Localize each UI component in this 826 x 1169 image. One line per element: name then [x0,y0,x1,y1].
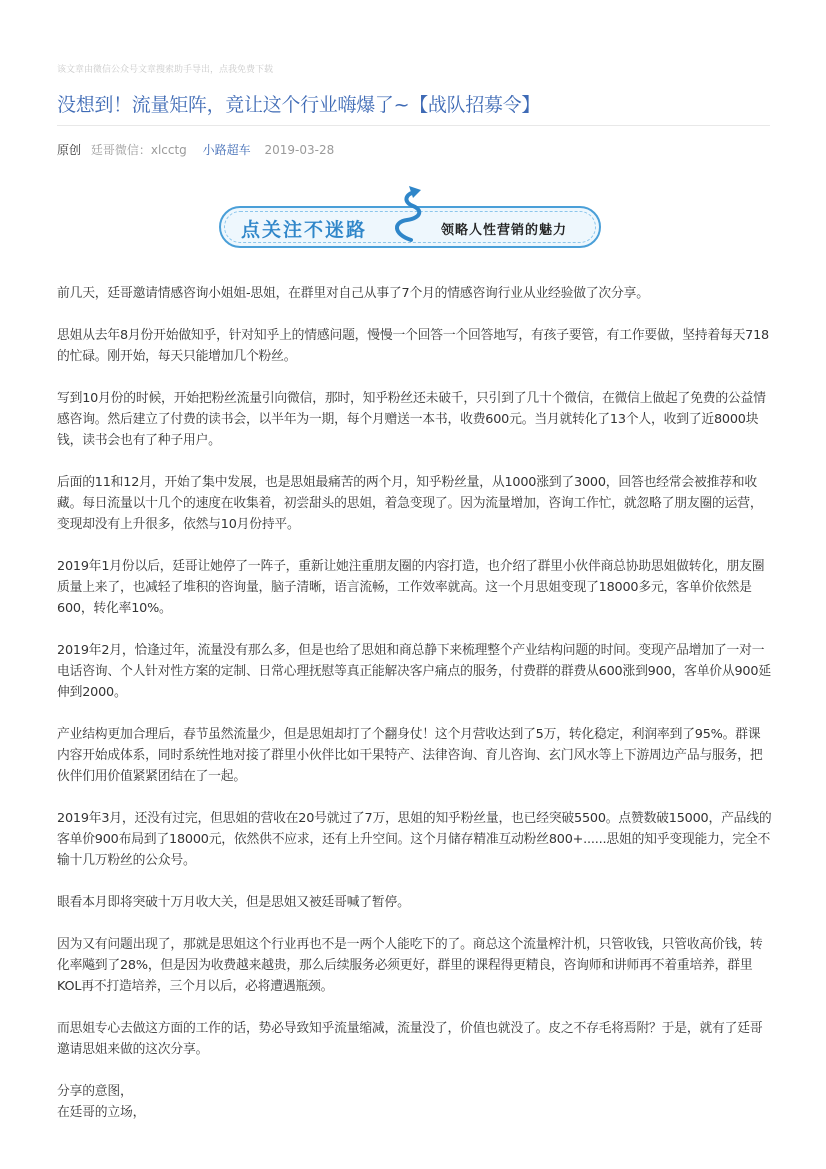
article-body [57,283,773,1123]
export-watermark-link[interactable]: 该文章由微信公众号文章搜索助手导出，点我免费下载 [57,65,274,75]
body-paragraph: 思姐从去年8月份开始做知乎，针对知乎上的情感问题，慢慢一个回答一个回答地写，有孩子要管，有工作要做，坚持着每天718的忙碌。刚开始，每天只能增加几个粉丝。 [57,328,769,364]
body-paragraph: 2019年2月，恰逢过年，流量没有那么多，但是也给了思姐和商总静下来梳理整个产业结构问题的时间。变现产品增加了一对一电话咨询、个人针对性方案的定制、日常心理抚慰等真正能解决客户痛点的服务，付费群的群费从600涨到900，客单价从900延伸到2000。 [57,643,771,700]
author-label: 廷哥微信：xlcctg [90,143,187,157]
follow-banner [219,182,603,252]
account-link[interactable]: 小路超车 [202,143,251,157]
article-title: 没想到！流量矩阵，竟让这个行业嗨爆了~【战队招募令】 [57,94,541,116]
body-paragraph: 产业结构更加合理后，春节虽然流量少，但是思姐却打了个翻身仗！这个月营收达到了5万，转化稳定，利润率到了95%。群课内容开始成体系，同时系统性地对接了群里小伙伴比如干果特产、法律咨询、育儿咨询、玄门风水等上下游周边产品与服务，把伙伴们用价值紧紧团结在了一起。 [57,727,763,784]
swirl-arrow-icon [387,184,431,244]
body-paragraph: 而思姐专心去做这方面的工作的话，势必导致知乎流量缩减，流量没了，价值也就没了。皮之不存毛将焉附？于是，就有了廷哥邀请思姐来做的这次分享。 [57,1021,763,1057]
body-paragraph: 前几天，廷哥邀请情感咨询小姐姐-思姐，在群里对自己从事了7个月的情感咨询行业从业经验做了次分享。 [57,286,649,301]
banner-follow-text: 点关注不迷路 [241,219,368,241]
banner-slogan-text: 领略人性营销的魅力 [441,223,568,238]
body-paragraph: 因为又有问题出现了，那就是思姐这个行业再也不是一两个人能吃下的了。商总这个流量榨汁机，只管收钱，只管收高价钱，转化率飚到了28%，但是因为收费越来越贵，那么后续服务必须更好，群里的课程得更精良，咨询师和讲师再不着重培养，群里KOL再不打造培养，三个月以后，必将遭遇瓶颈。 [57,937,763,994]
closing-line: 在廷哥的立场， [57,1105,146,1120]
title-divider [57,125,770,126]
publish-date: 2019-03-28 [264,143,335,157]
body-paragraph: 2019年1月份以后，廷哥让她停了一阵子，重新让她注重朋友圈的内容打造，也介绍了群里小伙伴商总协助思姐做转化，朋友圈质量上来了，也减轻了堆积的咨询量，脑子清晰，语言流畅，工作效率就高。这一个月思姐变现了18000多元，客单价依然是600，转化率10%。 [57,559,765,616]
body-paragraph: 后面的11和12月，开始了集中发展，也是思姐最痛苦的两个月，知乎粉丝量，从1000涨到了3000，回答也经常会被推荐和收藏。每日流量以十几个的速度在收集着，初尝甜头的思姐，着急变现了。因为流量增加，咨询工作忙，就忽略了朋友圈的运营，变现却没有上升很多，依然与10月份持平。 [57,475,763,532]
body-paragraph: 写到10月份的时候，开始把粉丝流量引向微信，那时，知乎粉丝还未破千，只引到了几十个微信，在微信上做起了免费的公益情感咨询。然后建立了付费的读书会，以半年为一期，每个月赠送一本书，收费600元。当月就转化了13个人，收到了近8000块钱，读书会也有了种子用户。 [57,391,766,448]
body-paragraph: 眼看本月即将突破十万月收大关，但是思姐又被廷哥喊了暂停。 [57,895,410,910]
closing-line: 分享的意图， [57,1084,133,1099]
article-meta [57,141,334,158]
body-paragraph: 2019年3月，还没有过完，但思姐的营收在20号就过了7万，思姐的知乎粉丝量，也已经突破5500。点赞数破15000，产品线的客单价900布局到了18000元，依然供不应求，还有上升空间。这个月储存精准互动粉丝800+......思姐的知乎变现能力，完全不输十几万粉丝的公众号。 [57,811,772,868]
original-badge: 原创 [57,143,82,157]
